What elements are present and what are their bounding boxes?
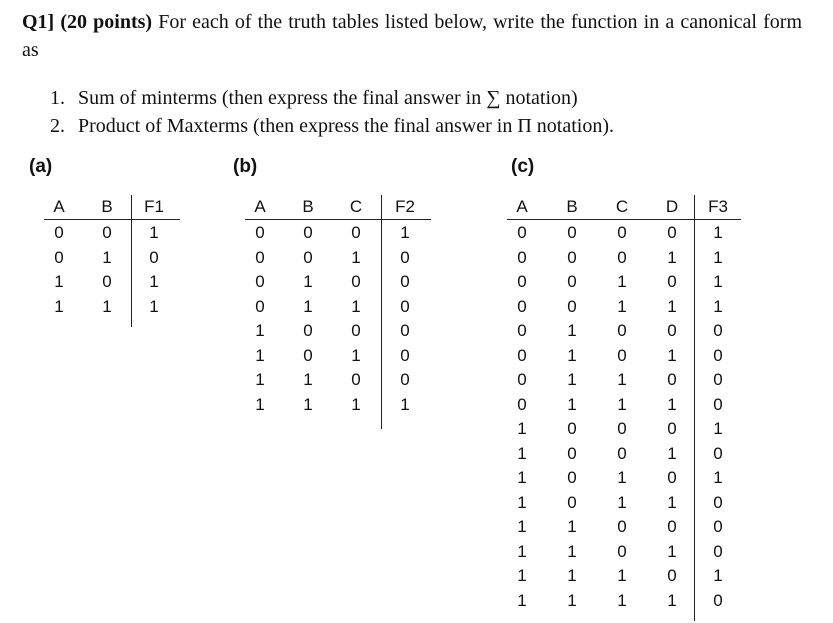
input-cell: 0 xyxy=(255,272,265,291)
input-cell: 1 xyxy=(567,566,577,585)
input-cell: 1 xyxy=(617,272,627,291)
input-cell: 1 xyxy=(517,492,527,512)
input-cell: 0 xyxy=(667,517,677,536)
table-row xyxy=(507,417,741,441)
column-header: A xyxy=(254,197,266,216)
output-cell: 0 xyxy=(713,321,723,340)
table-row xyxy=(245,368,431,392)
input-cell: 0 xyxy=(255,223,265,242)
input-cell: 1 xyxy=(567,321,577,340)
table-row xyxy=(507,319,741,343)
table-row xyxy=(44,295,180,319)
input-cell: 1 xyxy=(303,296,313,316)
input-cell: 1 xyxy=(617,468,627,487)
input-cell: 1 xyxy=(54,272,64,291)
table-row xyxy=(507,246,741,270)
list-item-text: Sum of minterms (then express the final answer in ∑ notation) xyxy=(78,87,578,109)
output-cell: 1 xyxy=(149,272,159,291)
input-cell: 1 xyxy=(255,370,265,389)
output-column-header: F3 xyxy=(708,197,728,216)
input-cell: 0 xyxy=(567,223,577,242)
input-cell: 1 xyxy=(102,247,112,267)
table-row xyxy=(245,319,431,343)
output-separator-line xyxy=(381,195,382,429)
input-cell: 1 xyxy=(617,394,627,414)
header-underline xyxy=(245,219,431,220)
header-underline xyxy=(507,219,741,220)
input-cell: 0 xyxy=(667,321,677,340)
input-cell: 0 xyxy=(517,223,527,242)
input-cell: 0 xyxy=(255,247,265,267)
table-row xyxy=(507,564,741,588)
input-cell: 0 xyxy=(667,468,677,487)
input-cell: 1 xyxy=(617,590,627,610)
table-row xyxy=(245,246,431,270)
table-row xyxy=(44,270,180,294)
output-cell: 1 xyxy=(713,419,723,438)
output-cell: 0 xyxy=(713,517,723,536)
input-cell: 1 xyxy=(303,370,313,389)
input-cell: 0 xyxy=(255,296,265,316)
input-cell: 0 xyxy=(351,370,361,389)
output-separator-line xyxy=(131,195,132,327)
input-cell: 0 xyxy=(567,296,577,316)
input-cell: 1 xyxy=(303,394,313,414)
output-cell: 0 xyxy=(400,370,410,389)
input-cell: 1 xyxy=(255,321,265,340)
input-cell: 1 xyxy=(567,517,577,536)
table-row xyxy=(507,295,741,319)
input-cell: 1 xyxy=(54,296,64,316)
input-cell: 0 xyxy=(617,443,627,463)
input-cell: 0 xyxy=(517,272,527,291)
list-item-number: 1. xyxy=(50,87,65,109)
input-cell: 1 xyxy=(351,247,361,267)
input-cell: 0 xyxy=(351,272,361,291)
question-text: For each of the truth tables listed below, write the function in a canonical form as xyxy=(22,11,802,61)
table-a-label: (a) xyxy=(29,156,53,177)
input-cell: 0 xyxy=(517,296,527,316)
output-cell: 0 xyxy=(400,247,410,267)
input-cell: 1 xyxy=(351,345,361,365)
input-cell: 0 xyxy=(617,321,627,340)
input-cell: 1 xyxy=(667,492,677,512)
column-header: C xyxy=(349,197,363,216)
input-cell: 0 xyxy=(617,517,627,536)
table-row xyxy=(245,221,431,245)
input-cell: 0 xyxy=(517,394,527,414)
table-row xyxy=(245,295,431,319)
input-cell: 0 xyxy=(617,541,627,561)
input-cell: 0 xyxy=(517,345,527,365)
output-cell: 0 xyxy=(713,590,723,610)
output-cell: 0 xyxy=(149,247,159,267)
column-header: D xyxy=(665,197,679,216)
table-row xyxy=(507,344,741,368)
answer-format-list xyxy=(50,84,614,140)
table-row xyxy=(507,368,741,392)
column-header: B xyxy=(302,197,314,216)
input-cell: 1 xyxy=(617,296,627,316)
input-cell: 1 xyxy=(667,296,677,316)
input-cell: 0 xyxy=(567,419,577,438)
column-header: B xyxy=(101,197,113,216)
table-row xyxy=(44,246,180,270)
question-label: Q1] (20 points) xyxy=(22,11,153,33)
input-cell: 0 xyxy=(303,345,313,365)
output-cell: 0 xyxy=(713,394,723,414)
output-cell: 1 xyxy=(149,296,159,316)
input-cell: 0 xyxy=(567,443,577,463)
input-cell: 0 xyxy=(617,419,627,438)
output-cell: 1 xyxy=(713,223,723,242)
output-cell: 1 xyxy=(400,223,410,242)
input-cell: 1 xyxy=(102,296,112,316)
input-cell: 1 xyxy=(667,590,677,610)
input-cell: 0 xyxy=(667,566,677,585)
input-cell: 1 xyxy=(567,541,577,561)
header-underline xyxy=(44,219,180,220)
output-cell: 0 xyxy=(713,541,723,561)
input-cell: 0 xyxy=(567,492,577,512)
output-cell: 1 xyxy=(149,223,159,242)
input-cell: 0 xyxy=(567,468,577,487)
output-cell: 0 xyxy=(400,345,410,365)
table-row xyxy=(245,344,431,368)
output-cell: 1 xyxy=(713,566,723,585)
table-header-row xyxy=(44,195,180,219)
input-cell: 1 xyxy=(517,517,527,536)
input-cell: 0 xyxy=(351,223,361,242)
output-column-header: F1 xyxy=(144,197,164,216)
table-header-row xyxy=(245,195,431,219)
input-cell: 1 xyxy=(517,468,527,487)
column-header: A xyxy=(53,197,65,216)
input-cell: 0 xyxy=(667,223,677,242)
list-item-text: Product of Maxterms (then express the final answer in Π notation). xyxy=(78,115,614,137)
table-row xyxy=(245,270,431,294)
input-cell: 0 xyxy=(517,321,527,340)
input-cell: 1 xyxy=(255,345,265,365)
input-cell: 1 xyxy=(667,443,677,463)
input-cell: 1 xyxy=(303,272,313,291)
input-cell: 0 xyxy=(54,223,64,242)
input-cell: 1 xyxy=(617,492,627,512)
input-cell: 1 xyxy=(517,443,527,463)
input-cell: 0 xyxy=(617,223,627,242)
output-cell: 0 xyxy=(713,345,723,365)
output-cell: 1 xyxy=(713,247,723,267)
output-cell: 1 xyxy=(400,394,410,414)
output-cell: 1 xyxy=(713,296,723,316)
output-cell: 0 xyxy=(713,492,723,512)
input-cell: 0 xyxy=(303,223,313,242)
output-cell: 1 xyxy=(713,272,723,291)
list-item xyxy=(50,112,614,140)
input-cell: 1 xyxy=(617,566,627,585)
column-header: B xyxy=(566,197,578,216)
input-cell: 1 xyxy=(567,370,577,389)
output-cell: 0 xyxy=(400,296,410,316)
table-row xyxy=(507,466,741,490)
column-header: A xyxy=(516,197,528,216)
input-cell: 1 xyxy=(667,345,677,365)
input-cell: 0 xyxy=(617,345,627,365)
input-cell: 0 xyxy=(567,247,577,267)
output-cell: 0 xyxy=(713,370,723,389)
input-cell: 1 xyxy=(351,394,361,414)
output-cell: 1 xyxy=(713,468,723,487)
input-cell: 0 xyxy=(567,272,577,291)
input-cell: 0 xyxy=(102,272,112,291)
input-cell: 1 xyxy=(517,541,527,561)
output-column-header: F2 xyxy=(395,197,415,216)
input-cell: 1 xyxy=(567,394,577,414)
input-cell: 1 xyxy=(667,394,677,414)
input-cell: 1 xyxy=(617,370,627,389)
table-row xyxy=(507,270,741,294)
input-cell: 0 xyxy=(667,419,677,438)
input-cell: 0 xyxy=(617,247,627,267)
list-item xyxy=(50,84,614,112)
table-row xyxy=(245,393,431,417)
table-row xyxy=(507,221,741,245)
table-c-label: (c) xyxy=(511,156,535,177)
question-paragraph xyxy=(22,8,802,64)
table-row xyxy=(507,393,741,417)
table-row xyxy=(507,540,741,564)
table-row xyxy=(507,491,741,515)
input-cell: 1 xyxy=(255,394,265,414)
input-cell: 1 xyxy=(517,590,527,610)
input-cell: 1 xyxy=(667,247,677,267)
input-cell: 0 xyxy=(303,321,313,340)
input-cell: 1 xyxy=(517,419,527,438)
input-cell: 1 xyxy=(567,590,577,610)
table-row xyxy=(507,589,741,613)
input-cell: 0 xyxy=(667,370,677,389)
input-cell: 0 xyxy=(303,247,313,267)
table-row xyxy=(507,515,741,539)
input-cell: 1 xyxy=(517,566,527,585)
output-cell: 0 xyxy=(713,443,723,463)
table-b-label: (b) xyxy=(233,156,258,177)
output-cell: 0 xyxy=(400,272,410,291)
column-header: C xyxy=(615,197,629,216)
input-cell: 0 xyxy=(54,247,64,267)
output-separator-line xyxy=(694,195,695,621)
input-cell: 0 xyxy=(102,223,112,242)
input-cell: 0 xyxy=(517,247,527,267)
input-cell: 0 xyxy=(517,370,527,389)
table-header-row xyxy=(507,195,741,219)
table-row xyxy=(44,221,180,245)
input-cell: 1 xyxy=(567,345,577,365)
output-cell: 0 xyxy=(400,321,410,340)
table-row xyxy=(507,442,741,466)
list-item-number: 2. xyxy=(50,115,65,137)
input-cell: 1 xyxy=(351,296,361,316)
input-cell: 0 xyxy=(351,321,361,340)
input-cell: 1 xyxy=(667,541,677,561)
input-cell: 0 xyxy=(667,272,677,291)
